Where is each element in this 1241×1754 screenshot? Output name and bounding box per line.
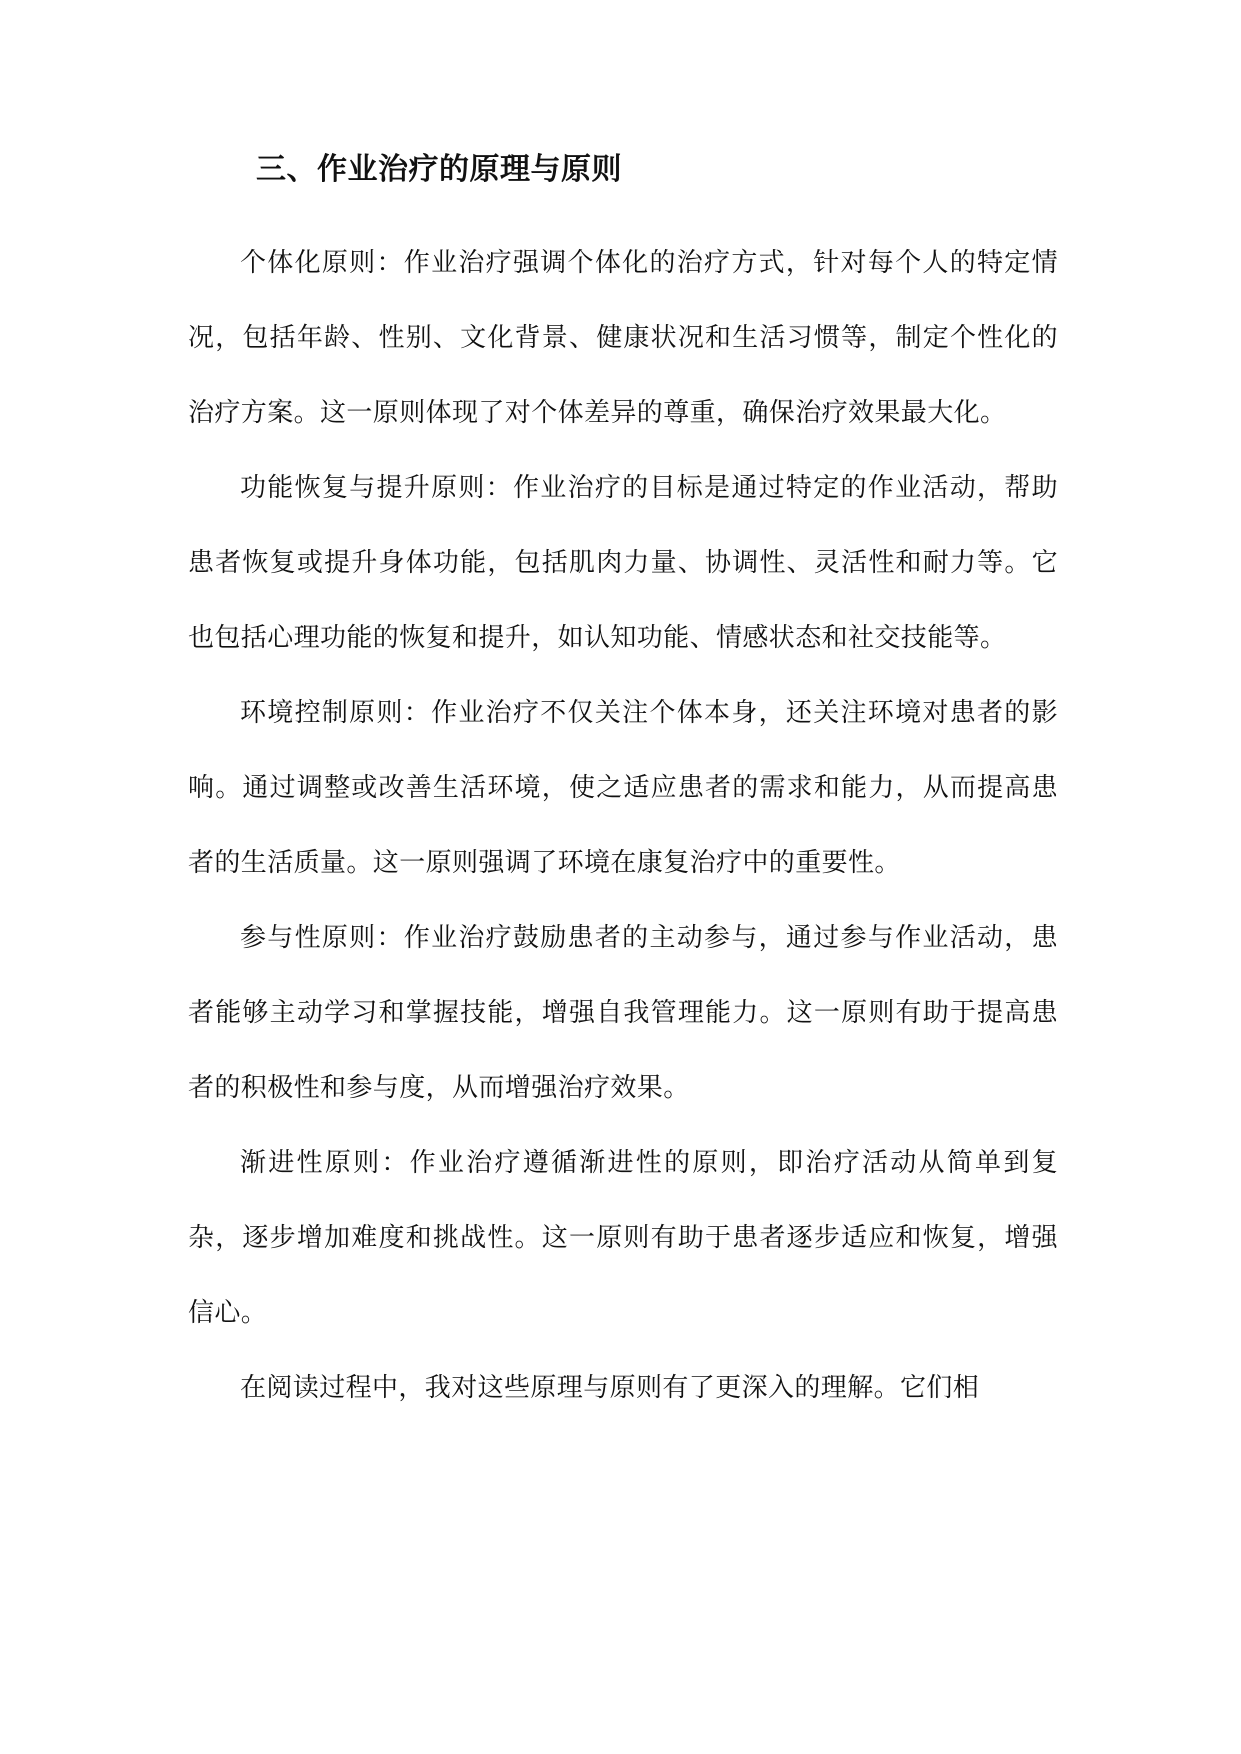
- paragraph-function-recovery: 功能恢复与提升原则：作业治疗的目标是通过特定的作业活动，帮助患者恢复或提升身体功能，包括肌肉力量、协调性、灵活性和耐力等。它也包括心理功能的恢复和提升，如认知功能、情感状态和社交技能等。: [188, 473, 1058, 653]
- section-heading: 三、作业治疗的原理与原则: [256, 152, 622, 187]
- paragraph-progression: 渐进性原则：作业治疗遵循渐进性的原则，即治疗活动从简单到复杂，逐步增加难度和挑战性。这一原则有助于患者逐步适应和恢复，增强信心。: [188, 1148, 1058, 1328]
- paragraph-environment-control: 环境控制原则：作业治疗不仅关注个体本身，还关注环境对患者的影响。通过调整或改善生活环境，使之适应患者的需求和能力，从而提高患者的生活质量。这一原则强调了环境在康复治疗中的重要性。: [188, 698, 1058, 878]
- paragraph-individualization: 个体化原则：作业治疗强调个体化的治疗方式，针对每个人的特定情况，包括年龄、性别、文化背景、健康状况和生活习惯等，制定个性化的治疗方案。这一原则体现了对个体差异的尊重，确保治疗效果最大化。: [188, 248, 1058, 428]
- paragraph-participation: 参与性原则：作业治疗鼓励患者的主动参与，通过参与作业活动，患者能够主动学习和掌握技能，增强自我管理能力。这一原则有助于提高患者的积极性和参与度，从而增强治疗效果。: [188, 923, 1058, 1103]
- document-body: [188, 226, 1058, 1426]
- paragraph-reflection: 在阅读过程中，我对这些原理与原则有了更深入的理解。它们相: [240, 1373, 980, 1403]
